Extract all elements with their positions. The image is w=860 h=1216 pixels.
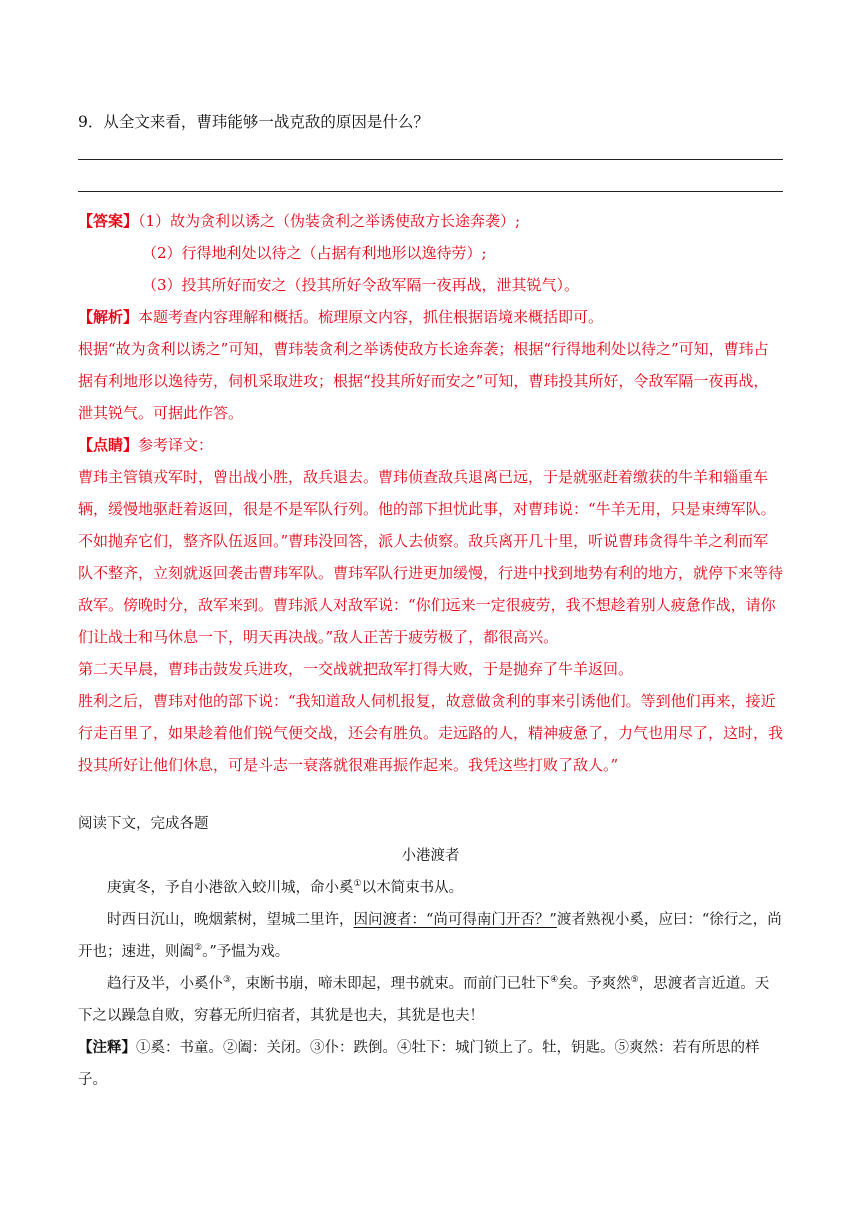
translation-para-1: 曹玮主管镇戎军时，曾出战小胜，敌兵退去。曹玮侦查敌兵退离已远，于是就驱赶着缴获的牛羊和辎重车辆，缓慢地驱赶着返回，很是不是军队行列。他的部下担忧此事，对曹玮说：“牛羊无用，只是束缚军队。不如抛弃它们，整齐队伍返回。”曹玮没回答，派人去侦察。敌兵离开几十里，听说曹玮贪得牛羊之利而军队不整齐，立刻就返回袭击曹玮军队。曹玮军队行进更加缓慢，行进中找到地势有利的地方，就停下来等待敌军。傍晚时分，敌军来到。曹玮派人对敌军说：“你们远来一定很疲劳，我不想趁着别人疲惫作战，请你们让战士和马休息一下，明天再决战。”敌人正苦于疲劳极了，都很高兴。 (78, 468, 784, 646)
pointing-line: 【点睛】参考译文： (78, 436, 214, 454)
reading-notes: 【注释】①奚：书童。②阖：关闭。③仆：跌倒。④牡下：城门锁上了。牡，钥匙。⑤爽然：若有所思的样子。 (78, 1039, 760, 1088)
notes-label: 【注释】 (78, 1039, 136, 1056)
analysis-label: 【解析】 (78, 308, 139, 326)
reading-title: 小港渡者 (401, 848, 460, 864)
analysis-detail: 根据“故为贪利以诱之”可知，曹玮装贪利之举诱使敌方长途奔袭；根据“行得地利处以待之”可知，曹玮占据有利地形以逸待劳，伺机采取进攻；根据“投其所好而安之”可知，曹玮投其所好，令敌军隔一夜再战，泄其锐气。可据此作答。 (78, 340, 769, 422)
answer-label: 【答案】 (78, 212, 139, 230)
reading-section (78, 808, 783, 1096)
reading-para-3: 趋行及半，小奚仆③，束断书崩，啼未即起，理书就束。而前门已牡下④矣。予爽然⑤，思渡者言近道。天下之以躁急自败，穷暮无所归宿者，其犹是也夫，其犹是也夫！ (78, 975, 770, 1024)
question-number: 9． (78, 113, 104, 131)
pointing-label: 【点睛】 (78, 436, 139, 454)
answer-line-2 (78, 191, 783, 192)
reading-para-1: 庚寅冬，予自小港欲入蛟川城，命小奚①以木简束书从。 (107, 879, 464, 896)
answer-section (78, 205, 783, 781)
analysis-line: 【解析】本题考查内容理解和概括。梳理原文内容，抓住根据语境来概括即可。 (78, 308, 604, 326)
reading-para-2: 时西日沉山，晚烟萦树，望城二里许，因问渡者：“尚可得南门开否？”渡者熟视小奚，应曰：“徐行之，尚开也；速进，则阖②。”予愠为戏。 (78, 912, 782, 960)
answer-line-1 (78, 159, 783, 160)
answer-item-3: （3）投其所好而安之（投其所好令敌军隔一夜再战，泄其锐气）。 (142, 276, 580, 294)
question-text: 从全文来看，曹玮能够一战克敌的原因是什么？ (103, 113, 429, 131)
reading-instruction: 阅读下文，完成各题 (78, 816, 209, 832)
translation-para-2: 第二天早晨，曹玮击鼓发兵进攻，一交战就把敌军打得大败，于是抛弃了牛羊返回。 (78, 660, 634, 678)
translation-para-3: 胜利之后，曹玮对他的部下说：“我知道敌人伺机报复，故意做贪利的事来引诱他们。等到他们再来，接近行走百里了，如果趁着他们锐气便交战，还会有胜负。走远路的人，精神疲惫了，力气也用尽了，这时，我投其所好让他们休息，可是斗志一衰落就很难再振作起来。我凭这些打败了敌人。” (78, 692, 784, 774)
answer-item-2: （2）行得地利处以待之（占据有利地形以逸待劳）; (142, 244, 487, 262)
answer-item-1: 【答案】（1）故为贪利以诱之（伪装贪利之举诱使敌方长途奔袭）; (78, 212, 521, 230)
question-9 (78, 110, 783, 132)
underlined-sentence: 因问渡者：“尚可得南门开否？” (353, 912, 557, 928)
